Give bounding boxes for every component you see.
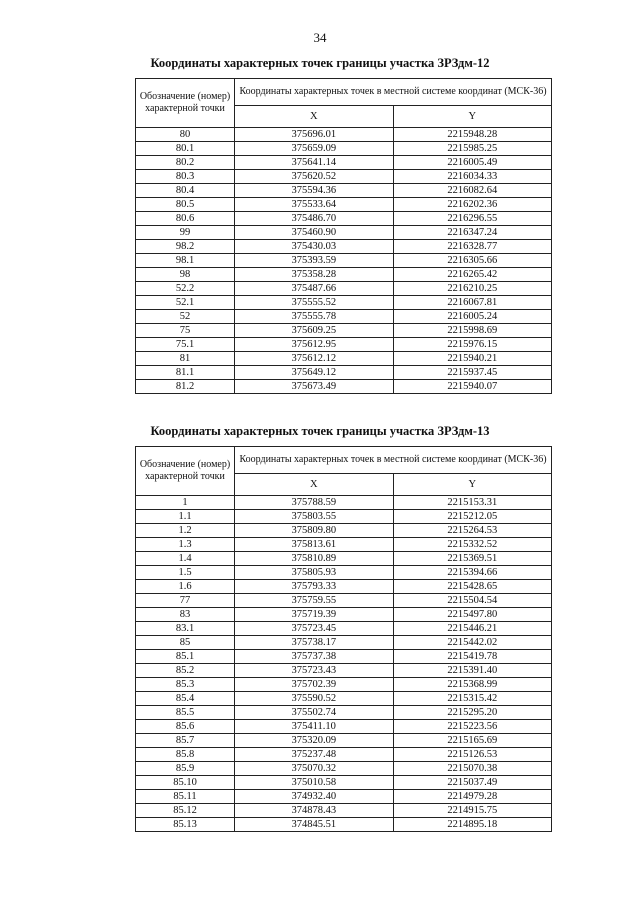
point-id-cell: 77 xyxy=(136,594,235,608)
point-id-cell: 83 xyxy=(136,608,235,622)
y-coordinate-cell: 2215153.31 xyxy=(393,496,552,510)
y-coordinate-cell: 2216082.64 xyxy=(393,184,552,198)
table-title-zrzdm-13: Координаты характерных точек границы участка ЗРЗдм-13 xyxy=(150,424,490,438)
table-row xyxy=(136,538,552,552)
y-coordinate-cell: 2215419.78 xyxy=(393,650,552,664)
x-coordinate-cell: 375486.70 xyxy=(235,212,394,226)
point-id-cell: 1.5 xyxy=(136,566,235,580)
x-coordinate-cell: 375649.12 xyxy=(235,366,394,380)
y-coordinate-cell: 2215391.40 xyxy=(393,664,552,678)
y-coordinate-cell: 2215985.25 xyxy=(393,142,552,156)
y-coordinate-cell: 2216005.24 xyxy=(393,310,552,324)
point-id-cell: 80.4 xyxy=(136,184,235,198)
column-header-x: X xyxy=(235,106,394,128)
table-row xyxy=(136,156,552,170)
point-id-cell: 1.4 xyxy=(136,552,235,566)
column-header-y: Y xyxy=(393,474,552,496)
point-id-cell: 80.6 xyxy=(136,212,235,226)
table-row xyxy=(136,524,552,538)
x-coordinate-cell: 375502.74 xyxy=(235,706,394,720)
table-row xyxy=(136,366,552,380)
page-number: 34 xyxy=(313,30,327,45)
table-row xyxy=(136,594,552,608)
y-coordinate-cell: 2215295.20 xyxy=(393,706,552,720)
y-coordinate-cell: 2216305.66 xyxy=(393,254,552,268)
x-coordinate-cell: 375237.48 xyxy=(235,748,394,762)
y-coordinate-cell: 2215428.65 xyxy=(393,580,552,594)
x-coordinate-cell: 375805.93 xyxy=(235,566,394,580)
y-coordinate-cell: 2215037.49 xyxy=(393,776,552,790)
point-id-cell: 85.12 xyxy=(136,804,235,818)
point-id-cell: 75 xyxy=(136,324,235,338)
y-coordinate-cell: 2215264.53 xyxy=(393,524,552,538)
point-id-cell: 85.9 xyxy=(136,762,235,776)
x-coordinate-cell: 375609.25 xyxy=(235,324,394,338)
x-coordinate-cell: 375696.01 xyxy=(235,128,394,142)
point-id-cell: 85 xyxy=(136,636,235,650)
table-row xyxy=(136,324,552,338)
point-id-cell: 85.3 xyxy=(136,678,235,692)
y-coordinate-cell: 2215940.21 xyxy=(393,352,552,366)
point-id-cell: 85.2 xyxy=(136,664,235,678)
x-coordinate-cell: 375673.49 xyxy=(235,380,394,394)
point-id-cell: 85.7 xyxy=(136,734,235,748)
table-row xyxy=(136,170,552,184)
point-id-cell: 52.2 xyxy=(136,282,235,296)
x-coordinate-cell: 375737.38 xyxy=(235,650,394,664)
table-row xyxy=(136,128,552,142)
point-id-cell: 1.1 xyxy=(136,510,235,524)
y-coordinate-cell: 2215369.51 xyxy=(393,552,552,566)
table-row xyxy=(136,580,552,594)
y-coordinate-cell: 2215126.53 xyxy=(393,748,552,762)
y-coordinate-cell: 2216202.36 xyxy=(393,198,552,212)
x-coordinate-cell: 375793.33 xyxy=(235,580,394,594)
point-id-cell: 81.1 xyxy=(136,366,235,380)
y-coordinate-cell: 2216005.49 xyxy=(393,156,552,170)
table-row xyxy=(136,198,552,212)
x-coordinate-cell: 375460.90 xyxy=(235,226,394,240)
y-coordinate-cell: 2215998.69 xyxy=(393,324,552,338)
x-coordinate-cell: 375659.09 xyxy=(235,142,394,156)
table-row xyxy=(136,496,552,510)
y-coordinate-cell: 2215332.52 xyxy=(393,538,552,552)
y-coordinate-cell: 2215940.07 xyxy=(393,380,552,394)
x-coordinate-cell: 375620.52 xyxy=(235,170,394,184)
x-coordinate-cell: 375612.95 xyxy=(235,338,394,352)
x-coordinate-cell: 375555.52 xyxy=(235,296,394,310)
point-id-cell: 80.3 xyxy=(136,170,235,184)
table-row xyxy=(136,734,552,748)
table-row xyxy=(136,268,552,282)
point-id-cell: 83.1 xyxy=(136,622,235,636)
point-id-cell: 52.1 xyxy=(136,296,235,310)
y-coordinate-cell: 2214979.28 xyxy=(393,790,552,804)
table-row xyxy=(136,142,552,156)
table-row xyxy=(136,720,552,734)
table-row xyxy=(136,310,552,324)
column-header-coordinates: Координаты характерных точек в местной системе координат (МСК-36) xyxy=(235,79,552,106)
point-id-cell: 85.6 xyxy=(136,720,235,734)
y-coordinate-cell: 2215497.80 xyxy=(393,608,552,622)
x-coordinate-cell: 375487.66 xyxy=(235,282,394,296)
x-coordinate-cell: 375430.03 xyxy=(235,240,394,254)
table-row xyxy=(136,636,552,650)
y-coordinate-cell: 2216067.81 xyxy=(393,296,552,310)
x-coordinate-cell: 375723.43 xyxy=(235,664,394,678)
x-coordinate-cell: 375809.80 xyxy=(235,524,394,538)
table-row xyxy=(136,282,552,296)
y-coordinate-cell: 2215937.45 xyxy=(393,366,552,380)
y-coordinate-cell: 2215368.99 xyxy=(393,678,552,692)
x-coordinate-cell: 375738.17 xyxy=(235,636,394,650)
point-id-cell: 81 xyxy=(136,352,235,366)
table-row xyxy=(136,790,552,804)
table-body xyxy=(136,128,552,394)
point-id-cell: 80 xyxy=(136,128,235,142)
table-row xyxy=(136,226,552,240)
point-id-cell: 98.1 xyxy=(136,254,235,268)
y-coordinate-cell: 2215948.28 xyxy=(393,128,552,142)
table-row xyxy=(136,622,552,636)
y-coordinate-cell: 2215442.02 xyxy=(393,636,552,650)
x-coordinate-cell: 375612.12 xyxy=(235,352,394,366)
x-coordinate-cell: 375010.58 xyxy=(235,776,394,790)
table-row xyxy=(136,552,552,566)
y-coordinate-cell: 2215315.42 xyxy=(393,692,552,706)
x-coordinate-cell: 375803.55 xyxy=(235,510,394,524)
table-row xyxy=(136,664,552,678)
x-coordinate-cell: 375702.39 xyxy=(235,678,394,692)
x-coordinate-cell: 375719.39 xyxy=(235,608,394,622)
point-id-cell: 98 xyxy=(136,268,235,282)
table-row xyxy=(136,818,552,832)
column-header-coordinates: Координаты характерных точек в местной системе координат (МСК-36) xyxy=(235,447,552,474)
table-row xyxy=(136,804,552,818)
point-id-cell: 80.5 xyxy=(136,198,235,212)
table-row xyxy=(136,510,552,524)
x-coordinate-cell: 374845.51 xyxy=(235,818,394,832)
y-coordinate-cell: 2215223.56 xyxy=(393,720,552,734)
table-row xyxy=(136,338,552,352)
x-coordinate-cell: 375723.45 xyxy=(235,622,394,636)
x-coordinate-cell: 375813.61 xyxy=(235,538,394,552)
point-id-cell: 75.1 xyxy=(136,338,235,352)
table-row xyxy=(136,762,552,776)
table-row xyxy=(136,296,552,310)
point-id-cell: 98.2 xyxy=(136,240,235,254)
point-id-cell: 85.5 xyxy=(136,706,235,720)
y-coordinate-cell: 2216328.77 xyxy=(393,240,552,254)
point-id-cell: 52 xyxy=(136,310,235,324)
point-id-cell: 85.4 xyxy=(136,692,235,706)
y-coordinate-cell: 2215212.05 xyxy=(393,510,552,524)
x-coordinate-cell: 375533.64 xyxy=(235,198,394,212)
point-id-cell: 99 xyxy=(136,226,235,240)
y-coordinate-cell: 2215165.69 xyxy=(393,734,552,748)
point-id-cell: 80.1 xyxy=(136,142,235,156)
x-coordinate-cell: 375555.78 xyxy=(235,310,394,324)
y-coordinate-cell: 2214895.18 xyxy=(393,818,552,832)
x-coordinate-cell: 375358.28 xyxy=(235,268,394,282)
column-header-x: X xyxy=(235,474,394,496)
table-row xyxy=(136,692,552,706)
table-row xyxy=(136,212,552,226)
coordinates-table-zrzdm-12 xyxy=(135,78,552,394)
point-id-cell: 85.8 xyxy=(136,748,235,762)
point-id-cell: 80.2 xyxy=(136,156,235,170)
column-header-point-id: Обозначение (номер) характерной точки xyxy=(136,447,235,496)
x-coordinate-cell: 375810.89 xyxy=(235,552,394,566)
point-id-cell: 85.11 xyxy=(136,790,235,804)
y-coordinate-cell: 2216296.55 xyxy=(393,212,552,226)
x-coordinate-cell: 375759.55 xyxy=(235,594,394,608)
table-row xyxy=(136,706,552,720)
x-coordinate-cell: 375320.09 xyxy=(235,734,394,748)
y-coordinate-cell: 2216034.33 xyxy=(393,170,552,184)
table-body xyxy=(136,496,552,832)
table-row xyxy=(136,184,552,198)
table-row xyxy=(136,254,552,268)
point-id-cell: 1.6 xyxy=(136,580,235,594)
y-coordinate-cell: 2216265.42 xyxy=(393,268,552,282)
y-coordinate-cell: 2216210.25 xyxy=(393,282,552,296)
x-coordinate-cell: 375641.14 xyxy=(235,156,394,170)
point-id-cell: 81.2 xyxy=(136,380,235,394)
point-id-cell: 85.1 xyxy=(136,650,235,664)
column-header-point-id: Обозначение (номер) характерной точки xyxy=(136,79,235,128)
y-coordinate-cell: 2215446.21 xyxy=(393,622,552,636)
column-header-y: Y xyxy=(393,106,552,128)
table-row xyxy=(136,566,552,580)
point-id-cell: 1.3 xyxy=(136,538,235,552)
table-row xyxy=(136,380,552,394)
table-row xyxy=(136,240,552,254)
table-row xyxy=(136,352,552,366)
x-coordinate-cell: 375788.59 xyxy=(235,496,394,510)
y-coordinate-cell: 2215504.54 xyxy=(393,594,552,608)
table-row xyxy=(136,650,552,664)
coordinates-table-zrzdm-13 xyxy=(135,446,552,832)
point-id-cell: 1 xyxy=(136,496,235,510)
table-row xyxy=(136,608,552,622)
table-row xyxy=(136,776,552,790)
point-id-cell: 85.10 xyxy=(136,776,235,790)
y-coordinate-cell: 2215394.66 xyxy=(393,566,552,580)
point-id-cell: 1.2 xyxy=(136,524,235,538)
x-coordinate-cell: 375594.36 xyxy=(235,184,394,198)
y-coordinate-cell: 2215976.15 xyxy=(393,338,552,352)
y-coordinate-cell: 2214915.75 xyxy=(393,804,552,818)
point-id-cell: 85.13 xyxy=(136,818,235,832)
x-coordinate-cell: 374932.40 xyxy=(235,790,394,804)
x-coordinate-cell: 375590.52 xyxy=(235,692,394,706)
table-row xyxy=(136,678,552,692)
table-title-zrzdm-12: Координаты характерных точек границы участка ЗРЗдм-12 xyxy=(150,56,490,70)
table-row xyxy=(136,748,552,762)
y-coordinate-cell: 2216347.24 xyxy=(393,226,552,240)
x-coordinate-cell: 375393.59 xyxy=(235,254,394,268)
x-coordinate-cell: 375411.10 xyxy=(235,720,394,734)
x-coordinate-cell: 374878.43 xyxy=(235,804,394,818)
y-coordinate-cell: 2215070.38 xyxy=(393,762,552,776)
x-coordinate-cell: 375070.32 xyxy=(235,762,394,776)
